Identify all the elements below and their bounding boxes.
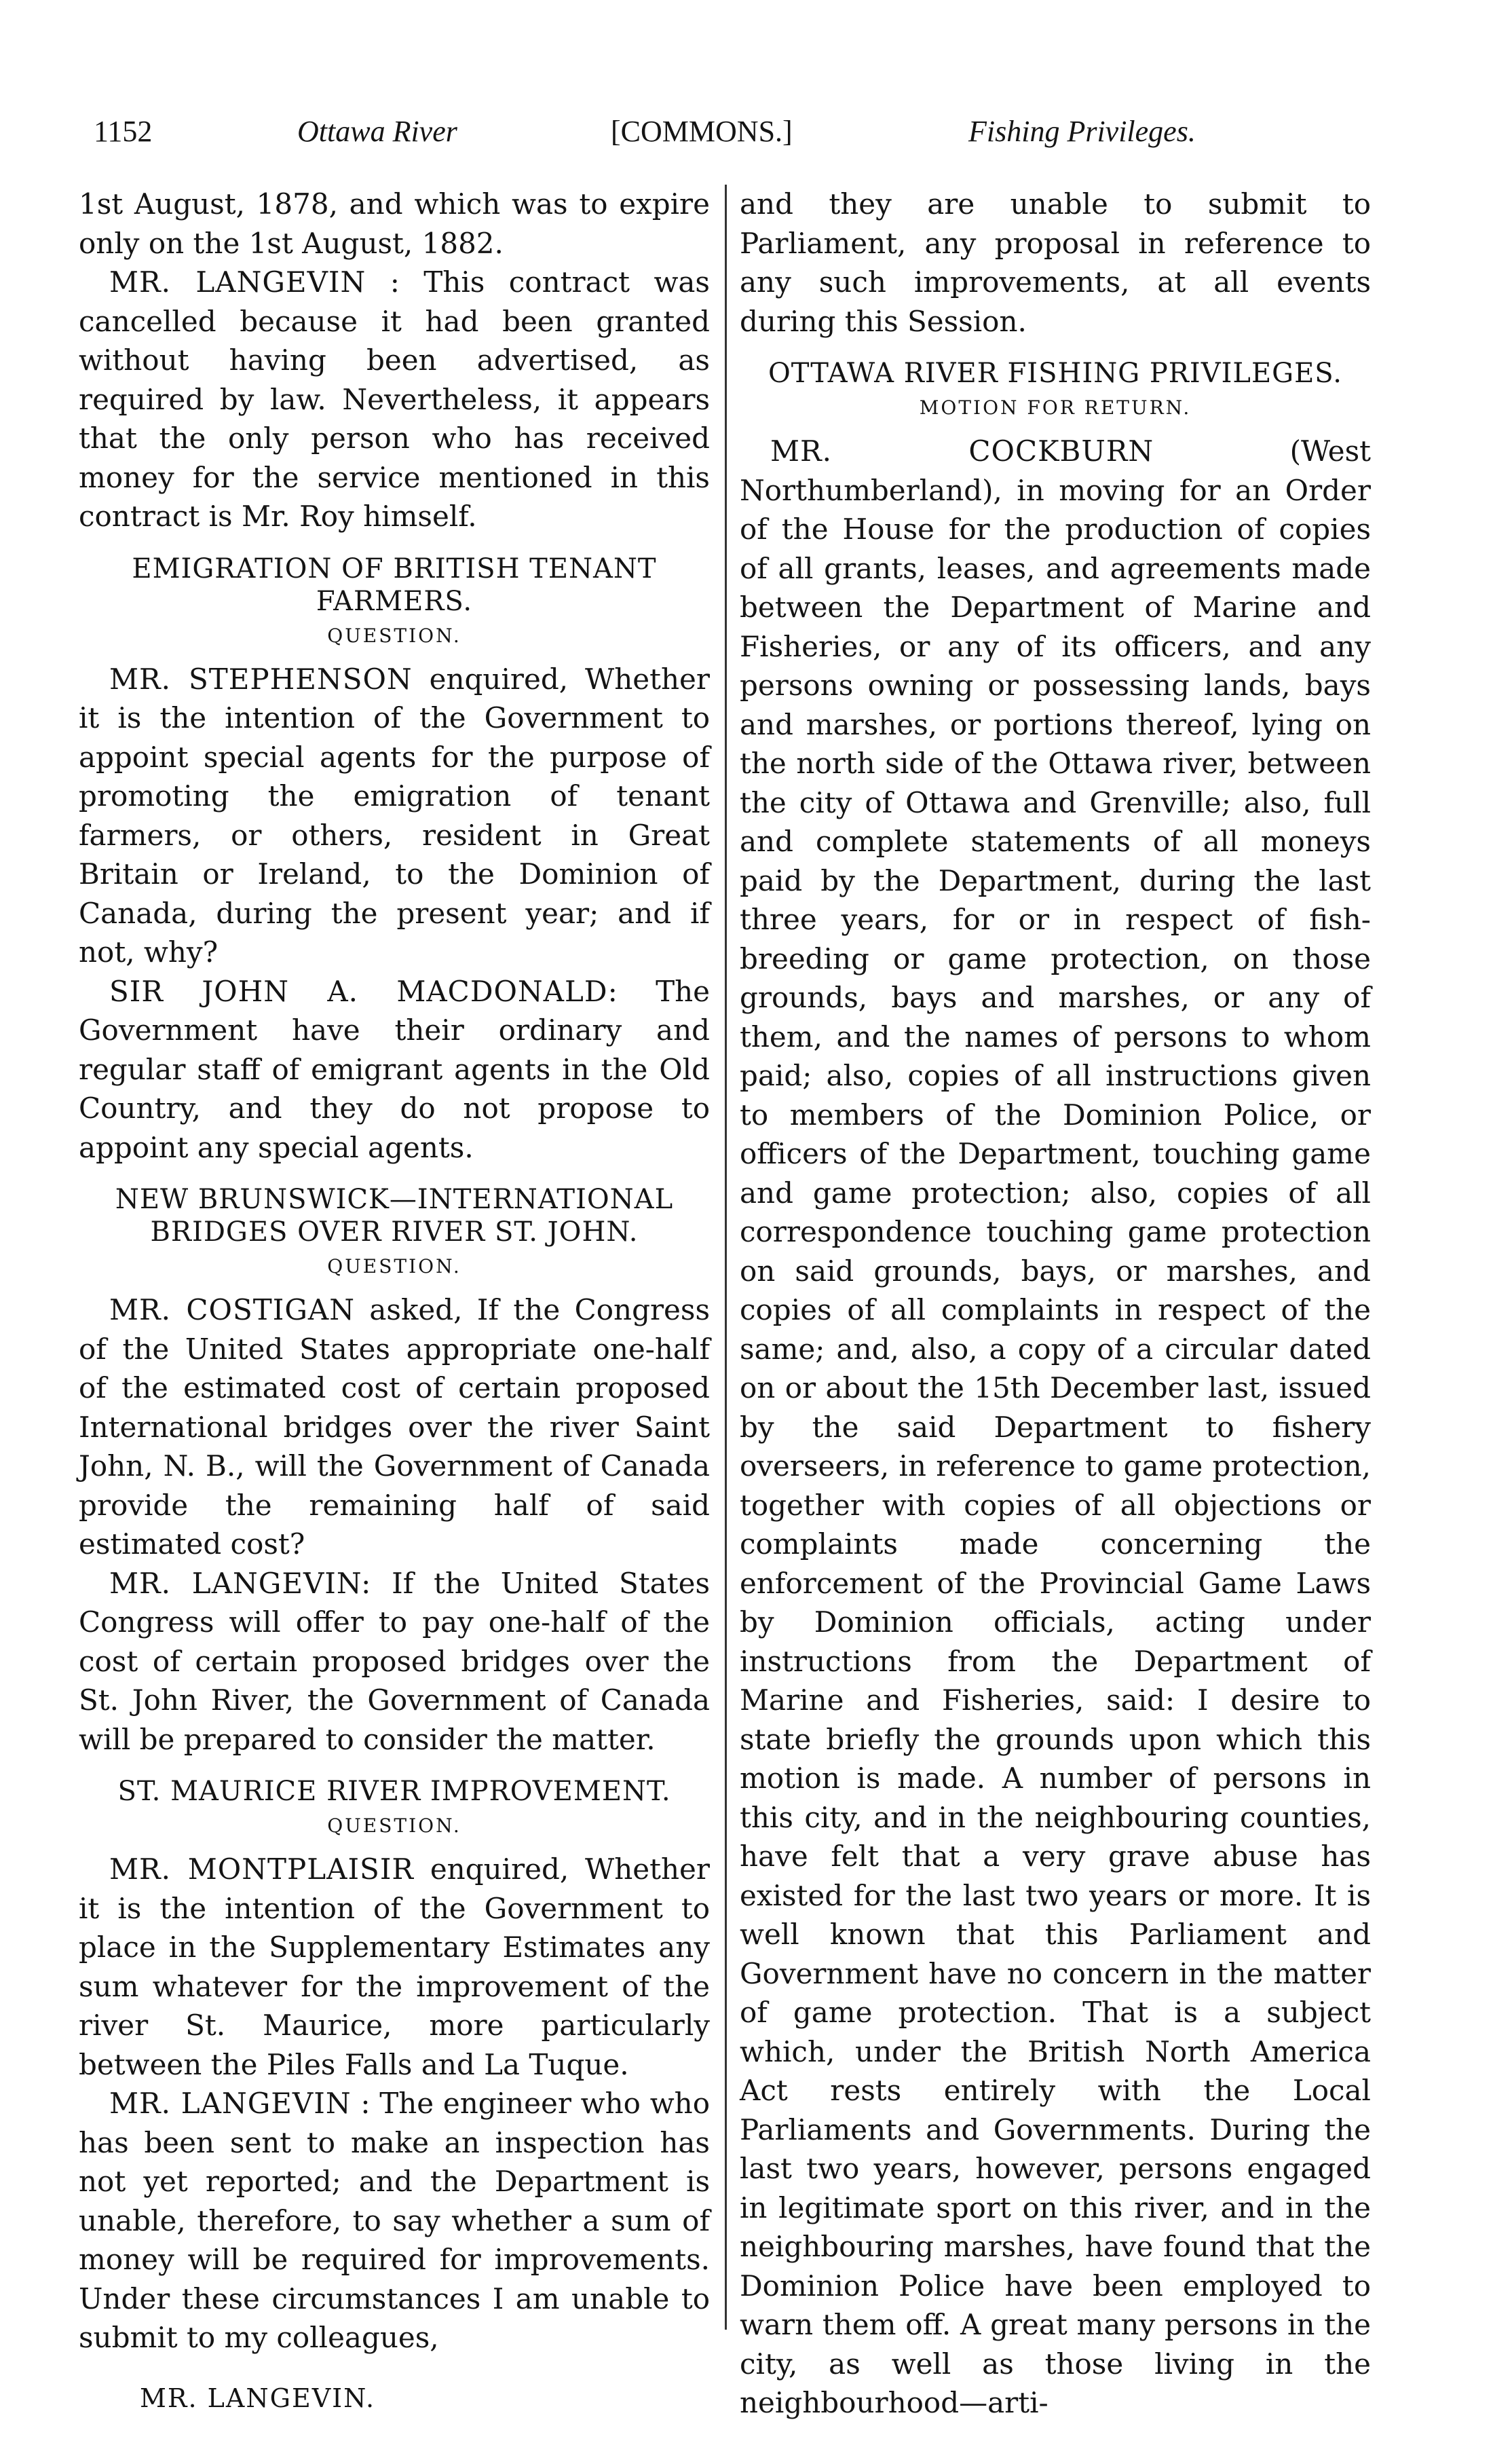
- costigan-question: [79, 1290, 710, 1564]
- section-heading-emigration: EMIGRATION OF BRITISH TENANT FARMERS.: [132, 553, 657, 617]
- speech-text: enquired, Whether it is the intention of the Government to place in the Supplementary Estimates any sum whatever for the improvement of the river St. Maurice, more particularly between the Piles Falls and La Tuque.: [79, 1852, 710, 2081]
- catchword: MR. LANGEVIN.: [140, 2383, 376, 2413]
- header-center-title: [COMMONS.]: [611, 115, 793, 148]
- section-subheading: QUESTION.: [327, 1814, 461, 1837]
- section-subheading: MOTION FOR RETURN.: [919, 396, 1192, 419]
- continued-paragraph: and they are unable to submit to Parliament, any proposal in reference to any such improvements, at all events during this Session.: [740, 187, 1371, 338]
- speaker-name: MR. STEPHENSON: [109, 662, 413, 696]
- speech-text: The Government have their ordinary and regular staff of emigrant agents in the Old Country, and they do not propose to appoint any special agents.: [79, 974, 710, 1164]
- speaker-name: MR. COSTIGAN: [109, 1293, 355, 1326]
- speech-text: If the United States Congress will offer to pay one-half of the cost of certain proposed bridges over the St. John River, the Government of Canada will be prepared to consider the matter.: [79, 1566, 710, 1756]
- left-column: [79, 185, 710, 2413]
- speech-text: (West Northumberland), in moving for an Order of the House for the production of copies of all grants, leases, and agreements made between the Department of Marine and Fisheries, or any of its officers, and any persons owning or possessing lands, bays and marshes, or portions thereof, lying on the north side of the Ottawa river, between the city of Ottawa and Grenville; also, full and complete statements of all moneys paid by the Department, during the last three years, for or in respect of fish-breeding or game protection, on those grounds, bays and marshes, or any of them, and the names of persons to whom paid; also, copies of all instructions given to members of the Dominion Police, or officers of the Department, touching game and game protection; also, copies of all correspondence touching game protection on said grounds, bays, or marshes, and copies of all complaints in respect of the same; and, also, a copy of a circular dated on or about the 15th December last, issued by the said Department to fishery overseers, in reference to game protection, together with copies of all objections or complaints made concerning the enforcement of the Provincial Game Laws by Dominion officials, acting under instructions from the Department of Marine and Fisheries, said: I desire to state briefly the grounds upon which this motion is made. A number of persons in this city, and in the neighbouring counties, have felt that a very grave abuse has existed for the last two years or more. It is well known that this Parliament and Government have no concern in the matter of game protection. That is a subject which, under the British North America Act rests entirely with the Local Parliaments and Governments. During the last two years, however, persons engaged in legitimate sport on this river, and in the neighbouring marshes, have found that the Dominion Police have been employed to warn them off. A great many persons in the city, as well as those living in the neighbourhood—arti-: [740, 434, 1371, 2419]
- continued-paragraph: 1st August, 1878, and which was to expire only on the 1st August, 1882.: [79, 187, 710, 260]
- column-divider: [725, 185, 727, 2330]
- speech-text: enquired, Whether it is the intention of the Government to appoint special agents for the purpose of promoting the emigration of tenant farmers, or others, resident in Great Britain or Ireland, to the Dominion of Canada, during the present year; and if not, why?: [79, 662, 710, 969]
- speaker-name: MR. LANGEVIN: [109, 2087, 352, 2120]
- montplaisir-question: [79, 1850, 710, 2084]
- macdonald-reply: [79, 972, 710, 1168]
- stephenson-question: [79, 660, 710, 972]
- speaker-name: MR. MONTPLAISIR: [109, 1852, 415, 1886]
- speaker-name: SIR JOHN A. MACDONALD:: [109, 974, 618, 1008]
- langevin-contract-reply: [79, 263, 710, 536]
- section-heading-new-brunswick: NEW BRUNSWICK—INTERNATIONAL BRIDGES OVER RIVER ST. JOHN.: [115, 1184, 674, 1248]
- cockburn-motion: [740, 432, 1371, 2423]
- speech-text: : The engineer who who has been sent to make an inspection has not yet reported; and the Department is unable, therefore, to say whether a sum of money will be required for improvements. Under these circumstances I am unable to submit to my colleagues,: [79, 2087, 710, 2354]
- right-column: [740, 185, 1371, 2423]
- page-number: 1152: [94, 115, 153, 148]
- header-left-title: Ottawa River: [297, 115, 457, 148]
- langevin-st-maurice-reply: [79, 2084, 710, 2358]
- langevin-bridges-reply: [79, 1564, 710, 1759]
- speaker-name: MR. LANGEVIN: [109, 265, 366, 299]
- section-subheading: QUESTION.: [327, 1255, 461, 1278]
- speech-text: asked, If the Congress of the United States appropriate one-half of the estimated cost of certain proposed International bridges over the river Saint John, N. B., will the Government of Canada provide the remaining half of said estimated cost?: [79, 1293, 710, 1561]
- running-header: [88, 114, 1242, 162]
- section-heading-ottawa-fishing: OTTAWA RIVER FISHING PRIVILEGES.: [768, 358, 1342, 389]
- section-heading-st-maurice: ST. MAURICE RIVER IMPROVEMENT.: [117, 1776, 671, 1807]
- header-right-title: Fishing Privileges.: [968, 115, 1196, 148]
- speaker-name: MR. LANGEVIN:: [109, 1566, 372, 1600]
- speech-text: : This contract was cancelled because it had been granted without having been advertised, as required by law. Nevertheless, it appears that the only person who has received money for the service mentioned in this contract is Mr. Roy himself.: [79, 265, 710, 533]
- speaker-name: MR. COCKBURN: [770, 434, 1154, 468]
- section-subheading: QUESTION.: [327, 624, 461, 647]
